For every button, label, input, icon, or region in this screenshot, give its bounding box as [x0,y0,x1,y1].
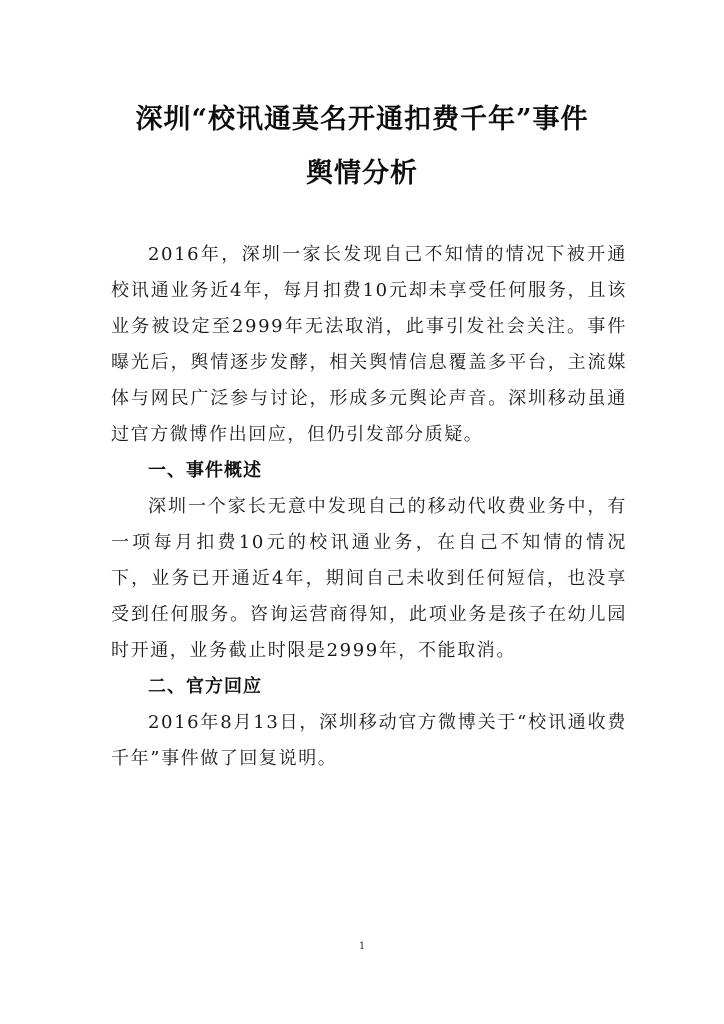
section-heading-official-response: 二、官方回应 [148,676,262,697]
page-number: 1 [358,941,366,952]
official-response-paragraph: 2016年8月13日，深圳移动官方微博关于“校讯通收费千年”事件做了回复说明。 [111,712,627,769]
document-body [111,237,627,777]
document-subtitle: 舆情分析 [306,158,418,189]
document-title: 深圳“校讯通莫名开通扣费千年”事件 [135,104,589,135]
overview-paragraph: 深圳一个家长无意中发现自己的移动代收费业务中，有一项每月扣费10元的校讯通业务，在自己不知情的情况下，业务已开通近4年，期间自己未收到任何短信，也没享受到任何服务。咨询运营商得知，此项业务是孩子在幼儿园时开通，业务截止时限是2999年，不能取消。 [111,496,627,661]
section-heading-overview: 一、事件概述 [148,460,262,481]
intro-paragraph: 2016年，深圳一家长发现自己不知情的情况下被开通校讯通业务近4年，每月扣费10元却未享受任何服务，且该业务被设定至2999年无法取消，此事引发社会关注。事件曝光后，舆情逐步发酵，相关舆情信息覆盖多平台，主流媒体与网民广泛参与讨论，形成多元舆论声音。深圳移动虽通过官方微博作出回应，但仍引发部分质疑。 [111,244,627,445]
